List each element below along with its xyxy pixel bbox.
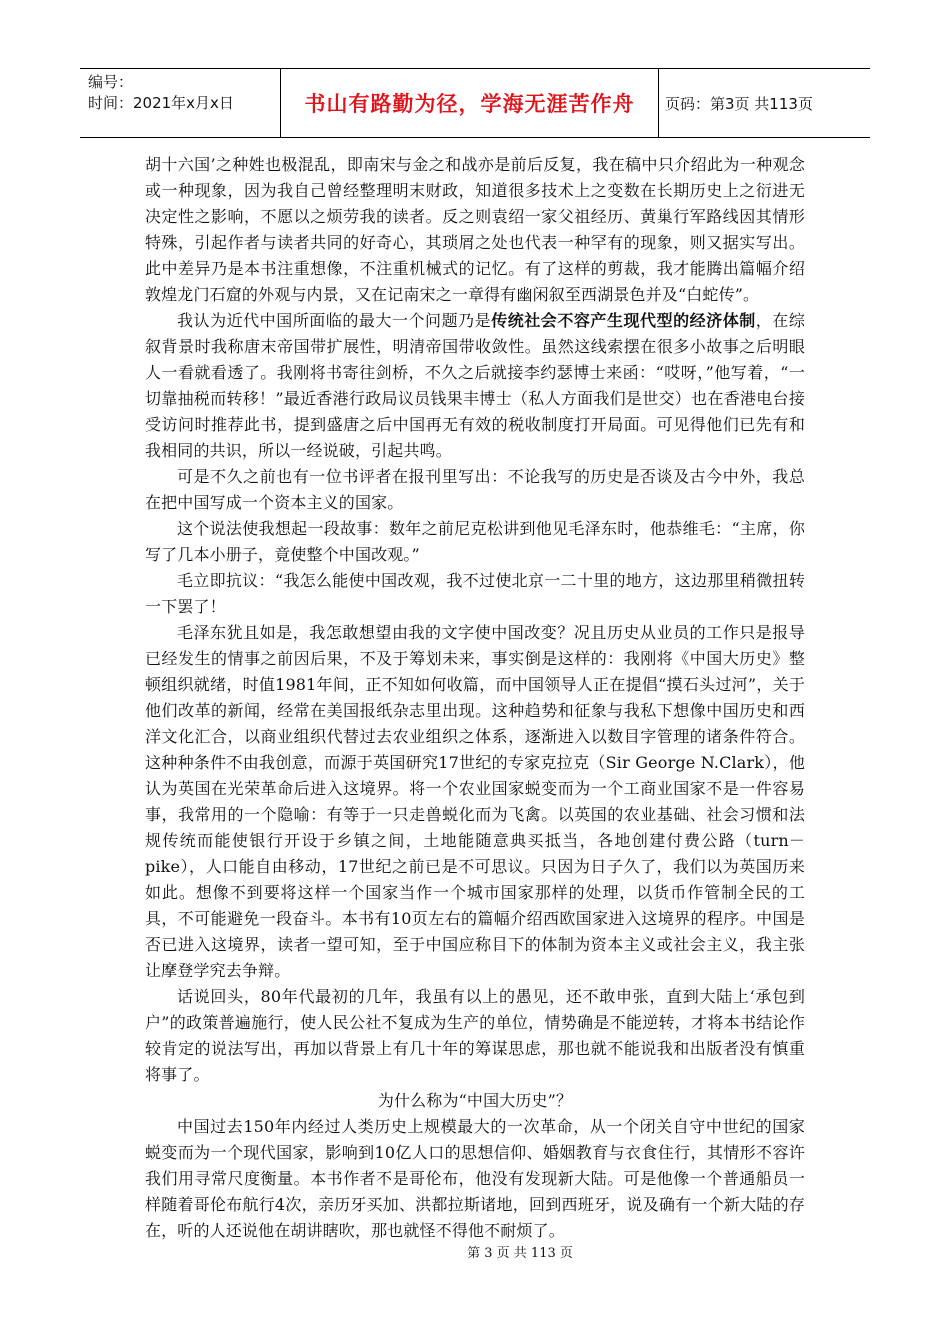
document-date: 时间：2021年x月x日: [88, 94, 234, 112]
bold-emphasis: 传统社会不容产生现代型的经济体制: [491, 311, 756, 330]
paragraph-text: 我认为近代中国所面临的最大一个问题乃是: [177, 311, 492, 330]
paragraph: 毛泽东犹且如是，我怎敢想望由我的文字使中国改变？况且历史从业员的工作只是报导已经发生的情事之前因后果，不及于筹划未来，事实倒是这样的：我刚将《中国大历史》整顿组织就绪，时值1981年间，正不知如何收篇，而中国领导人正在提倡“摸石头过河”，关于他们改革的新闻，经常在美国报纸杂志里出现。这种趋势和征象与我私下想像中国历史和西洋文化汇合，以商业组织代替过去农业组织之体系，逐渐进入以数目字管理的诸条件符合。这种种条件不由我创意，而源于英国研究17世纪的专家克拉克（Sir George N.Clark），他认为英国在光荣革命后进入这境界。将一个农业国家蜕变而为一个工商业国家不是一件容易事，我常用的一个隐喻：有等于一只走兽蜕化而为飞禽。以英国的农业基础、社会习惯和法规传统而能使银行开设于乡镇之间，土地能随意典买抵当，各地创建付费公路（turn－pike），人口能自由移动，17世纪之前已是不可思议。只因为日子久了，我们以为英国历来如此。想像不到要将这样一个国家当作一个城市国家那样的处理，以货币作管制全民的工具，不可能避免一段奋斗。本书有10页左右的篇幅介绍西欧国家进入这境界的程序。中国是否已进入这境界，读者一望可知，至于中国应称目下的体制为资本主义或社会主义，我主张让摩登学究去争辩。: [145, 623, 805, 980]
document-body: [145, 152, 805, 1244]
section-title: 为什么称为“中国大历史”？: [377, 1091, 573, 1110]
header-page-info: 页码：第3页 共113页: [665, 94, 813, 113]
header-motto: 书山有路勤为径，学海无涯苦作舟: [280, 69, 659, 137]
document-number-label: 编号：: [88, 73, 134, 91]
paragraph: 中国过去150年内经过人类历史上规模最大的一次革命，从一个闭关自守中世纪的国家蜕变而为一个现代国家，影响到10亿人口的思想信仰、婚姻教育与衣食住行，其情形不容许我们用寻常尺度衡量。本书作者不是哥伦布，他没有发现新大陆。可是他像一个普通船员一样随着哥伦布航行4次，亲历牙买加、洪都拉斯诸地，回到西班牙，说及确有一个新大陆的存在，听的人还说他在胡讲瞎吹，那也就怪不得他不耐烦了。: [145, 1117, 805, 1240]
paragraph: 胡十六国’之种姓也极混乱，即南宋与金之和战亦是前后反复，我在稿中只介绍此为一种观念或一种现象，因为我自己曾经整理明末财政，知道很多技术上之变数在长期历史上之衍进无决定性之影响，不愿以之烦劳我的读者。反之则袁绍一家父祖经历、黄巢行军路线因其情形特殊，引起作者与读者共同的好奇心，其琐屑之处也代表一种罕有的现象，则又据实写出。此中差异乃是本书注重想像，不注重机械式的记忆。有了这样的剪裁，我才能腾出篇幅介绍敦煌龙门石窟的外观与内景，又在记南宋之一章得有幽闲叙至西湖景色并及“白蛇传”。: [145, 155, 805, 304]
paragraph: [145, 308, 805, 464]
page-header: [80, 68, 870, 138]
header-meta: [80, 69, 280, 137]
paragraph: 话说回头，80年代最初的几年，我虽有以上的愚见，还不敢申张，直到大陆上‘承包到户”的政策普遍施行，使人民公社不复成为生产的单位，情势确是不能逆转，才将本书结论作较肯定的说法写出，再加以背景上有几十年的筹谋思虑，那也就不能说我和出版者没有慎重将事了。: [145, 987, 805, 1084]
paragraph: 毛立即抗议：“我怎么能使中国改观，我不过使北京一二十里的地方，这边那里稍微扭转一下罢了！: [145, 571, 805, 616]
page-footer: 第 3 页 共 113 页: [467, 1246, 573, 1261]
paragraph: 可是不久之前也有一位书评者在报刊里写出：不论我写的历史是否谈及古今中外，我总在把中国写成一个资本主义的国家。: [145, 467, 805, 512]
paragraph: 这个说法使我想起一段故事：数年之前尼克松讲到他见毛泽东时，他恭维毛：“主席，你写了几本小册子，竟使整个中国改观。”: [145, 519, 805, 564]
paragraph-text: ，在综叙背景时我称唐末帝国带扩展性，明清帝国带收敛性。虽然这线索摆在很多小故事之后明眼人一看就看透了。我刚将书寄往剑桥，不久之后就接李约瑟博士来函：“哎呀，”他写着，“一切靠抽税而转移！”最近香港行政局议员钱果丰博士（私人方面我们是世交）也在香港电台接受访问时推荐此书，提到盛唐之后中国再无有效的税收制度打开局面。可见得他们已先有和我相同的共识，所以一经说破，引起共鸣。: [145, 311, 805, 460]
